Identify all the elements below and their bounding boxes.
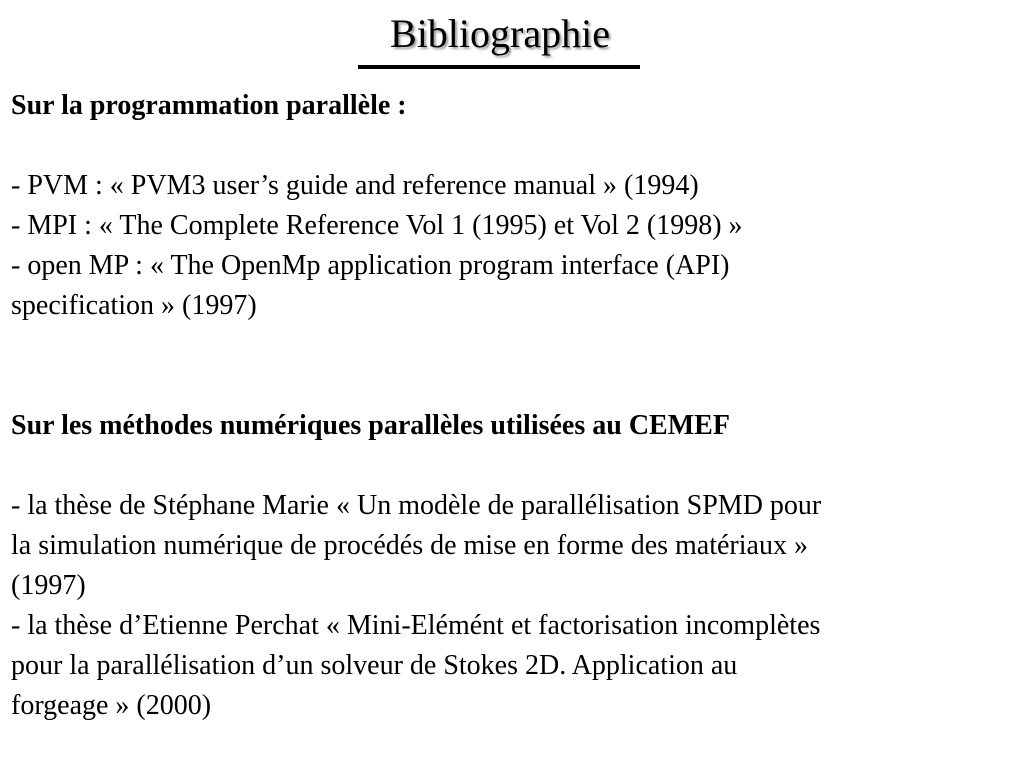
title-underline [358,65,640,69]
reference-line: (1997) [11,570,86,601]
reference-line: la simulation numérique de procédés de mise en forme des matériaux » [11,530,808,561]
spacer [11,446,1016,486]
section-heading-numerical-methods: Sur les méthodes numériques parallèles utilisées au CEMEF [11,410,730,441]
spacer [11,126,1016,166]
reference-line: - open MP : « The OpenMp application program interface (API) [11,250,730,281]
reference-line: - PVM : « PVM3 user’s guide and reference manual » (1994) [11,170,699,201]
reference-line: pour la parallélisation d’un solveur de Stokes 2D. Application au [11,650,738,681]
spacer [11,326,1016,406]
reference-line: forgeage » (2000) [11,690,212,721]
bibliography-content [11,86,1016,726]
reference-line: - la thèse d’Etienne Perchat « Mini-Elémént et factorisation incomplètes [11,610,821,641]
section-heading-parallel-programming: Sur la programmation parallèle : [11,90,407,121]
reference-line: - la thèse de Stéphane Marie « Un modèle de parallélisation SPMD pour [11,490,822,521]
title-container [0,10,1000,58]
slide-title: Bibliographie [390,11,610,56]
reference-line: specification » (1997) [11,290,257,321]
reference-line: - MPI : « The Complete Reference Vol 1 (1995) et Vol 2 (1998) » [11,210,743,241]
